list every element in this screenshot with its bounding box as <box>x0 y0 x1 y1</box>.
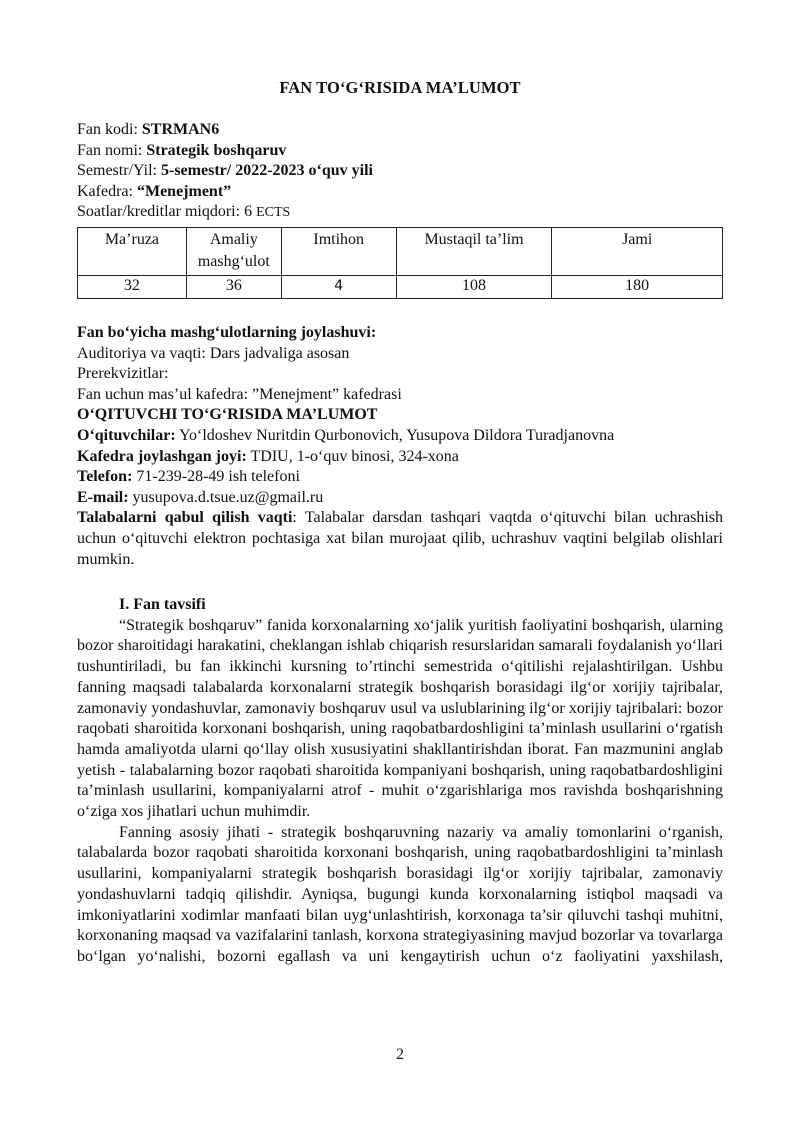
table-cell: 4 <box>281 276 396 299</box>
course-code-value: STRMAN6 <box>141 121 220 138</box>
table-cell: 36 <box>186 276 281 299</box>
table-header-cell: Imtihon <box>281 228 396 276</box>
placement-heading: Fan bo‘yicha mashg‘ulotlarning joylashuvi: <box>77 324 377 341</box>
reception-value: : Talabalar darsdan tashqari vaqtda o‘qituvchi bilan uchrashish uchun o‘qituvchi elektron pochtasiga xat bilan murojaat qilib, uchrashuv vaqtini belgilab olishlari mumkin. <box>77 509 723 568</box>
phone-value: 71-239-28-49 ish telefoni <box>132 468 300 486</box>
course-name-label: Fan nomi: <box>77 141 147 159</box>
semester-value: 5-semestr/ 2022-2023 o‘quv yili <box>161 162 373 179</box>
table-header-cell: Jami <box>552 228 723 276</box>
location-label: Kafedra joylashgan joyi: <box>77 447 247 465</box>
course-name-value: Strategik boshqaruv <box>146 141 287 159</box>
course-name-line <box>77 141 723 162</box>
hours-label: Soatlar/kreditlar miqdori: 6 <box>77 203 257 220</box>
page-number: 2 <box>396 1046 404 1063</box>
kafedra-label: Kafedra: <box>77 182 137 200</box>
location-value: TDIU, 1-o‘quv binosi, 324-xona <box>246 447 459 465</box>
description-heading: I. Fan tavsifi <box>119 596 206 613</box>
location-line <box>77 447 723 468</box>
course-code-label: Fan kodi: <box>77 121 142 138</box>
semester-label: Semestr/Yil: <box>77 162 161 179</box>
table-header-cell: Mustaqil ta’lim <box>396 228 552 276</box>
reception-label: Talabalarni qabul qilish vaqti <box>77 509 293 527</box>
teachers-line <box>77 426 723 447</box>
auditorium-line: Auditoriya va vaqti: Dars jadvaliga asosan <box>77 344 350 362</box>
description-paragraph-1: “Strategik boshqaruv” fanida korxonalarning xo‘jalik yuritish faoliyatini boshqarish, ularning bozor sharoitidagi harakatini, cheklangan ishlab chiqarish resurslaridan samarali foydalanish yo‘llari tushuntiriladi, bu fan ikkinchi kursning to’rtinchi semestrida o‘qitilishi rejalashtirilgan. Ushbu fanning maqsadi talabalarda korxonalarni strategik boshqarish borasidagi ilg‘or xorijiy tajribalar, zamonaviy yondashuvlar, zamonaviy boshqaruv usul va uslublarining ilg‘or xorijiy tajribalari: bozor raqobati sharoitida korxonani boshqarish, uning raqobatbardoshligini ta’minlash usullarini o‘rgatish hamda amaliyotda ularni qo‘llay olish xususiyatini shakllantirishdan iborat. Fan mazmunini anglab yetish - talabalarning bozor raqobati sharoitida kompaniyani boshqarish, uning raqobatbardoshligini ta’minlash usullarini, kompaniyalarni atrof - muhit o‘zgarishlariga mos ravishda boshqarishning o‘ziga xos jihatlari uchun muhimdir. <box>77 616 723 821</box>
table-cell: 180 <box>552 276 723 299</box>
email-line <box>77 488 723 509</box>
table-cell: 32 <box>78 276 187 299</box>
prereq-line: Prerekvizitlar: <box>77 365 169 383</box>
table-header-cell: Amaliy mashg‘ulot <box>186 228 281 276</box>
phone-label: Telefon: <box>77 468 133 486</box>
hours-line <box>77 202 723 224</box>
page-title: FAN TO‘G‘RISIDA MA’LUMOT <box>279 78 521 97</box>
course-info <box>77 120 723 224</box>
teachers-value: Yo‘ldoshev Nuritdin Qurbonovich, Yusupova Dildora Turadjanovna <box>175 426 615 444</box>
table-cell: 108 <box>396 276 552 299</box>
semester-line <box>77 161 723 182</box>
description-paragraph-2: Fanning asosiy jihati - strategik boshqaruvning nazariy va amaliy tomonlarini o‘rganish, talabalarda bozor raqobati sharoitida korxonani boshqarish, uning raqobatbardoshligini ta’minlash usullarini, kompaniyalarni strategik boshqarish borasidagi ilg‘or xorijiy tajribalar, zamonaviy yondashuvlarni tadqiq qilishdir. Ayniqsa, bugungi kunda korxonalarning istiqbol maqsadi va imkoniyatlarini xodimlar manfaati bilan uyg‘unlashtirish, korxonaga ta’sir qiluvchi tashqi muhitni, korxonaning maqsad va vazifalarini tanlash, korxona strategiyasining mavjud bozorlar va tovarlarga bo‘lgan yo‘nalishi, bozorni egallash va uni kengaytirish uchun o‘z faoliyatini yaxshilash, <box>77 823 723 965</box>
hours-table <box>77 227 723 299</box>
reception-paragraph <box>77 508 723 570</box>
kafedra-line <box>77 182 723 203</box>
teacher-heading: O‘QITUVCHI TO‘G‘RISIDA MA’LUMOT <box>77 406 378 424</box>
email-value: yusupova.d.tsue.uz@gmail.ru <box>128 488 324 506</box>
dept-line: Fan uchun mas’ul kafedra: ”Menejment” kafedrasi <box>77 385 402 403</box>
table-header-cell: Ma’ruza <box>78 228 187 276</box>
table-header-row <box>78 228 723 276</box>
table-row <box>78 276 723 299</box>
teachers-label: O‘qituvchilar: <box>77 426 176 444</box>
course-code-line <box>77 120 723 141</box>
course-description <box>77 595 723 968</box>
placement-and-teacher <box>77 323 723 570</box>
email-label: E-mail: <box>77 488 129 506</box>
phone-line <box>77 467 723 488</box>
hours-unit: ECTS <box>256 205 291 220</box>
kafedra-value: “Menejment” <box>136 182 232 200</box>
